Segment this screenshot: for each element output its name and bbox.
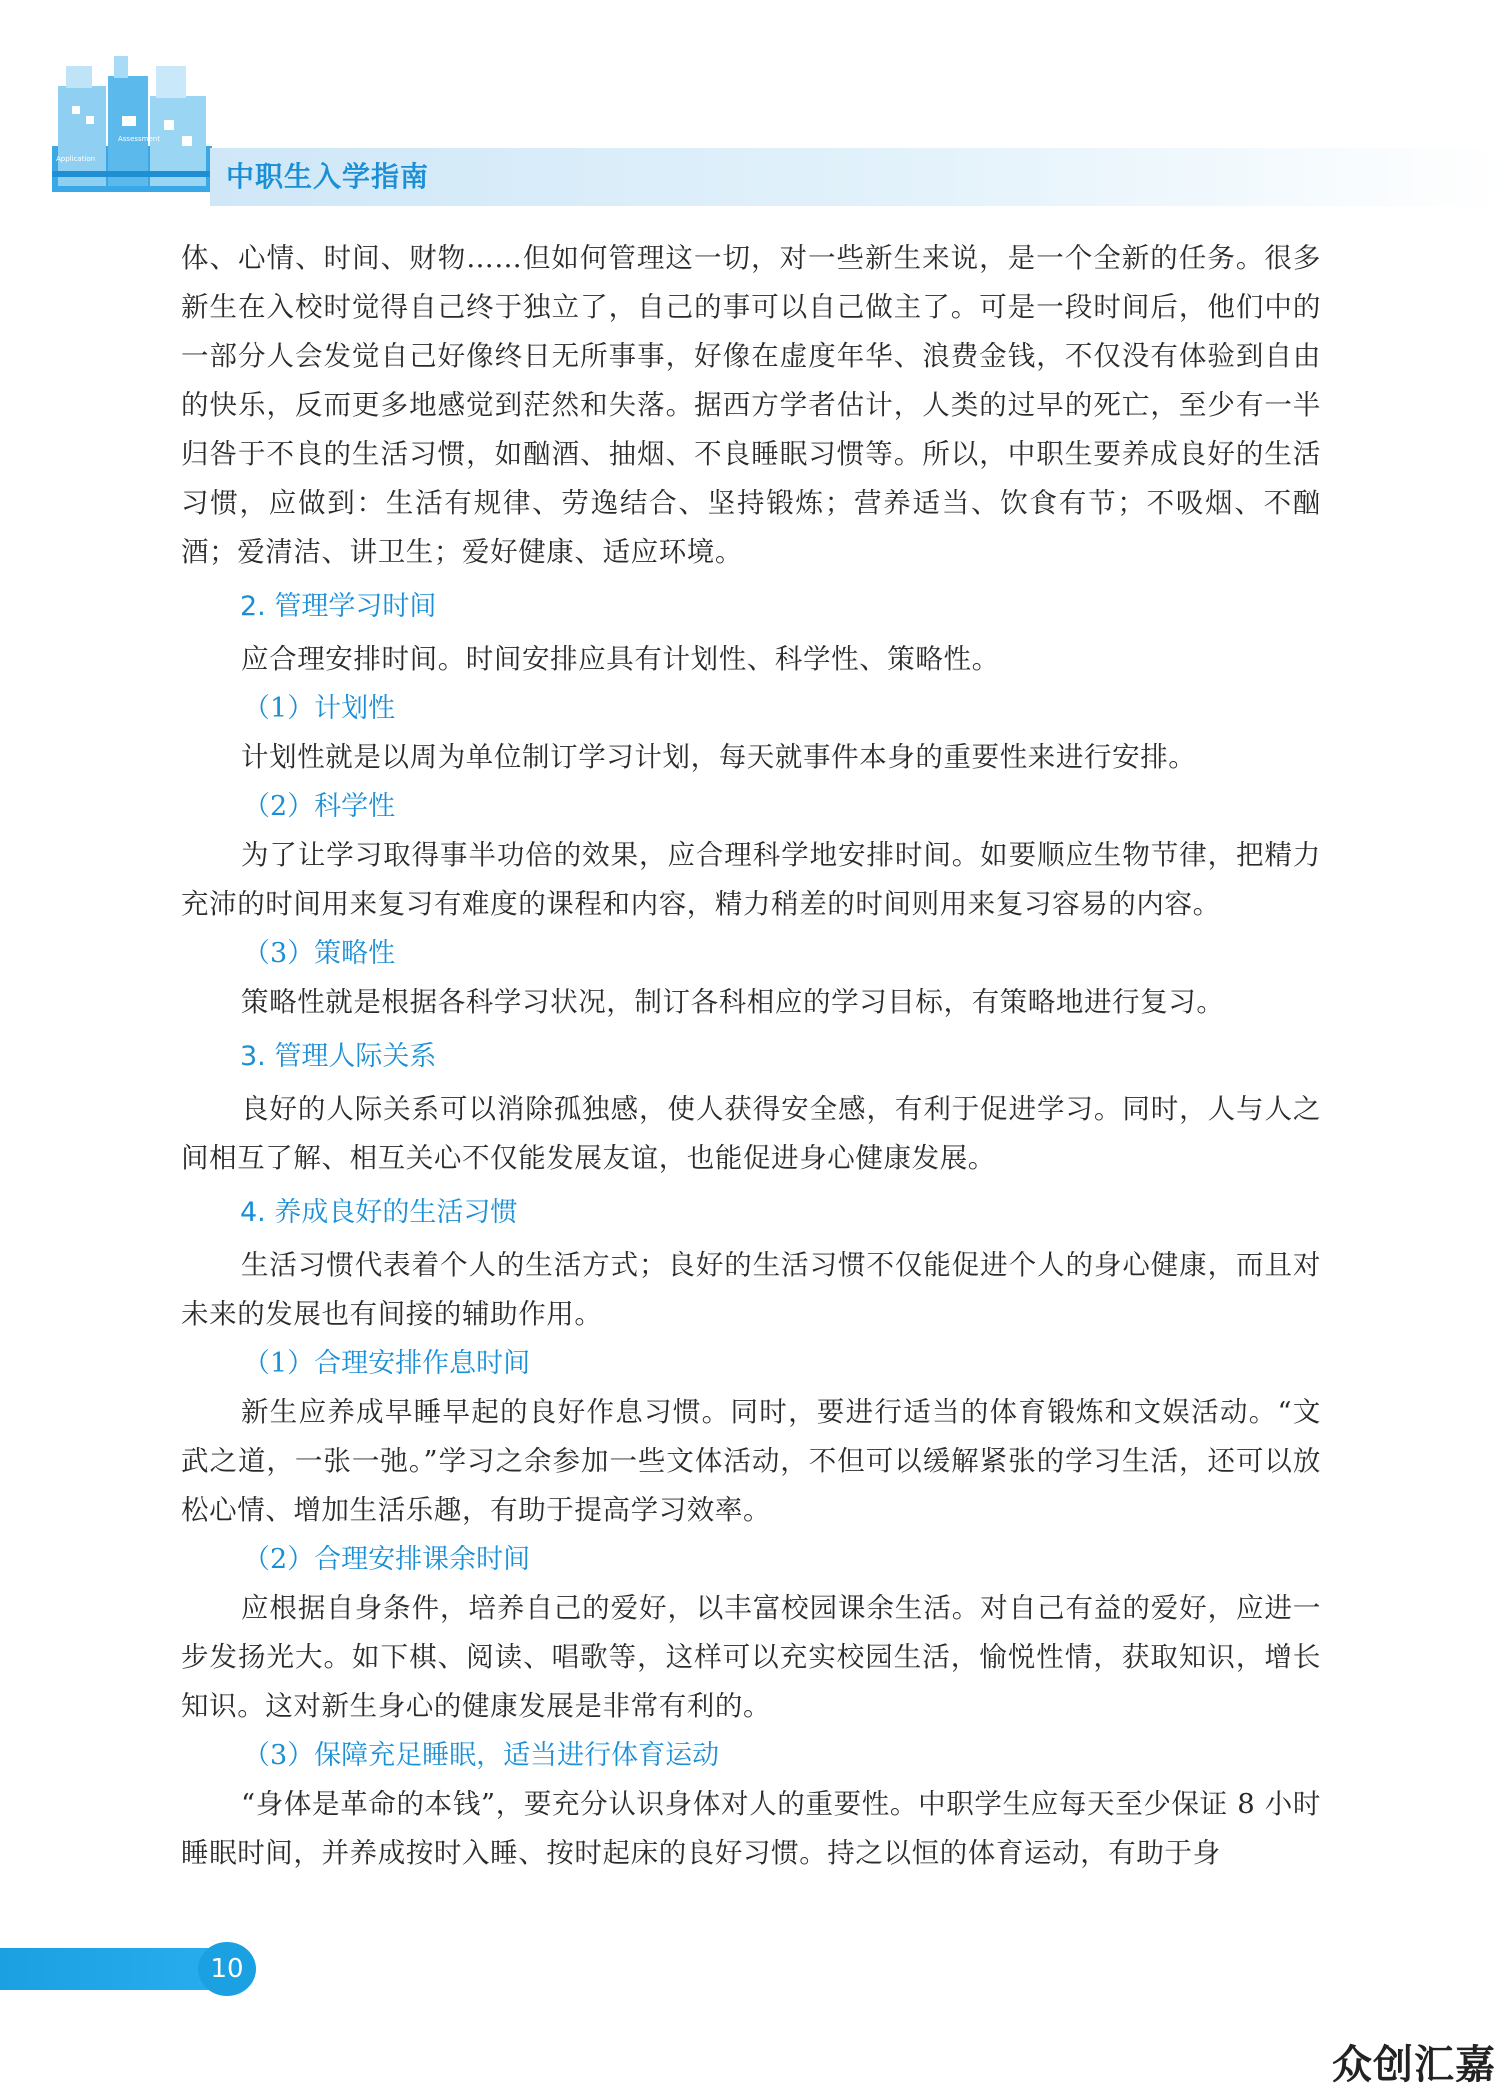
page-content (181, 234, 1321, 1878)
intro-paragraph: 体、心情、时间、财物……但如何管理这一切，对一些新生来说，是一个全新的任务。很多新生在入校时觉得自己终于独立了，自己的事可以自己做主了。可是一段时间后，他们中的一部分人会发觉自己好像终日无所事事，好像在虚度年华、浪费金钱，不仅没有体验到自由的快乐，反而更多地感觉到茫然和失落。据西方学者估计，人类的过早的死亡，至少有一半归咎于不良的生活习惯，如酗酒、抽烟、不良睡眠习惯等。所以，中职生要养成良好的生活习惯，应做到：生活有规律、劳逸结合、坚持锻炼；营养适当、饮食有节；不吸烟、不酗酒；爱清洁、讲卫生；爱好健康、适应环境。 (181, 242, 1321, 568)
subsection-2-2-paragraph: 为了让学习取得事半功倍的效果，应合理科学地安排时间。如要顺应生物节律，把精力充沛的时间用来复习有难度的课程和内容，精力稍差的时间则用来复习容易的内容。 (181, 839, 1321, 920)
illustration-label-1: Application (56, 155, 96, 163)
section-heading-4: 4. 养成良好的生活习惯 (240, 1197, 518, 1228)
subsection-4-3-paragraph: “身体是革命的本钱”，要充分认识身体对人的重要性。中职学生应每天至少保证 8 小时睡眠时间，并养成按时入睡、按时起床的良好习惯。持之以恒的体育运动，有助于身 (181, 1788, 1321, 1869)
illustration-label-2: Assessment (118, 135, 160, 143)
subsection-4-1-paragraph: 新生应养成早睡早起的良好作息习惯。同时，要进行适当的体育锻炼和文娱活动。“文武之道，一张一弛。”学习之余参加一些文体活动，不但可以缓解紧张的学习生活，还可以放松心情、增加生活乐趣，有助于提高学习效率。 (181, 1396, 1321, 1526)
subsection-4-2-paragraph: 应根据自身条件，培养自己的爱好，以丰富校园课余生活。对自己有益的爱好，应进一步发扬光大。如下棋、阅读、唱歌等，这样可以充实校园生活，愉悦性情，获取知识，增长知识。这对新生身心的健康发展是非常有利的。 (181, 1592, 1321, 1722)
subheading-4-3: （3）保障充足睡眠，适当进行体育运动 (243, 1740, 720, 1771)
section-heading-3: 3. 管理人际关系 (240, 1041, 437, 1072)
watermark-text: 众创汇嘉 (1332, 2042, 1496, 2088)
section-3-paragraph: 良好的人际关系可以消除孤独感，使人获得安全感，有利于促进学习。同时，人与人之间相互了解、相互关心不仅能发展友谊，也能促进身心健康发展。 (181, 1093, 1321, 1174)
subheading-2-2: （2）科学性 (243, 791, 396, 822)
subsection-2-3-paragraph: 策略性就是根据各科学习状况，制订各科相应的学习目标，有策略地进行复习。 (241, 986, 1225, 1018)
section-4-paragraph: 生活习惯代表着个人的生活方式；良好的生活习惯不仅能促进个人的身心健康，而且对未来的发展也有间接的辅助作用。 (181, 1249, 1321, 1330)
subheading-4-1: （1）合理安排作息时间 (243, 1348, 531, 1379)
section-heading-2: 2. 管理学习时间 (240, 591, 437, 622)
header-illustration (52, 56, 212, 196)
subsection-2-1-paragraph: 计划性就是以周为单位制订学习计划，每天就事件本身的重要性来进行安排。 (241, 741, 1197, 773)
subheading-4-2: （2）合理安排课余时间 (243, 1544, 531, 1575)
page-number: 10 (210, 1954, 244, 1984)
section-2-paragraph: 应合理安排时间。时间安排应具有计划性、科学性、策略性。 (241, 643, 1000, 675)
subheading-2-3: （3）策略性 (243, 938, 396, 969)
page-header-title: 中职生入学指南 (226, 160, 430, 193)
subheading-2-1: （1）计划性 (243, 693, 396, 724)
